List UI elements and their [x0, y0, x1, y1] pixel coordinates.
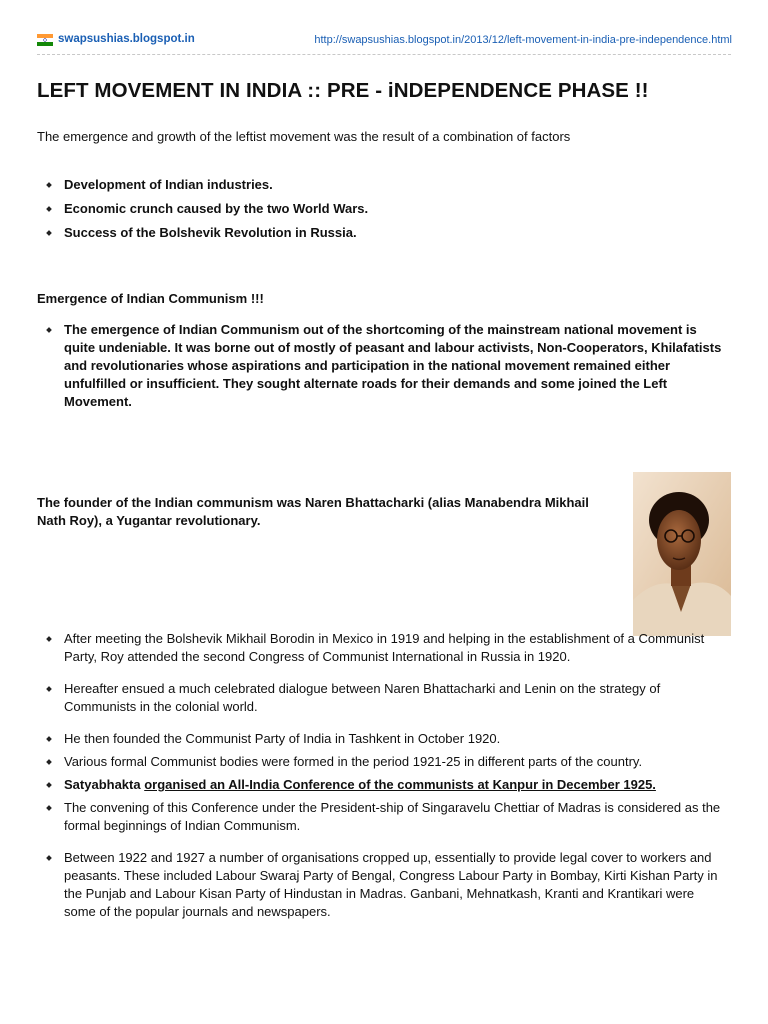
- list-item: [37, 776, 727, 794]
- header-divider: [37, 54, 731, 55]
- list-item: Between 1922 and 1927 a number of organisations cropped up, essentially to provide legal cover to workers and peasants. These included Labour Swaraj Party of Bengal, Congress Labour Party in Bombay, Kirti Kishan Party in the Punjab and Labour Kisan Party of Hindustan in Madras. Ganbani, Mehnatkash, Kranti and Krantikari were some of the popular journals and newspapers.: [37, 849, 727, 921]
- list-item: Economic crunch caused by the two World Wars.: [37, 200, 727, 218]
- person-name: Satyabhakta: [64, 777, 141, 792]
- post-title: LEFT MOVEMENT IN INDIA :: PRE - iNDEPENDENCE PHASE !!: [37, 79, 649, 102]
- list-item: Hereafter ensued a much celebrated dialogue between Naren Bhattacharki and Lenin on the strategy of Communists in the colonial world.: [37, 680, 727, 716]
- founder-paragraph: The founder of the Indian communism was Naren Bhattacharki (alias Manabendra Mikhail Nath Roy), a Yugantar revolutionary.: [37, 495, 589, 528]
- events-list: [37, 630, 727, 926]
- list-item: The convening of this Conference under the President-ship of Singaravelu Chettiar of Madras is considered as the formal beginnings of Indian Communism.: [37, 799, 727, 835]
- portrait-image: [633, 472, 731, 636]
- list-item: Success of the Bolshevik Revolution in Russia.: [37, 224, 727, 242]
- factors-list: [37, 176, 727, 248]
- intro-paragraph: The emergence and growth of the leftist movement was the result of a combination of factors: [37, 129, 571, 144]
- section-heading: Emergence of Indian Communism !!!: [37, 291, 264, 306]
- list-item: The emergence of Indian Communism out of the shortcoming of the mainstream national movement is quite undeniable. It was borne out of mostly of peasant and labour activists, Non-Cooperators, Khilafatists and revolutionaries whose aspirations and participation in the national movement remained either unfulfilled or insufficient. They sought alternate roads for their demands and some joined the Left Movement.: [37, 321, 727, 411]
- site-name-link[interactable]: swapsushias.blogspot.in: [58, 33, 195, 45]
- list-item: He then founded the Communist Party of India in Tashkent in October 1920.: [37, 730, 727, 748]
- page-url-link[interactable]: http://swapsushias.blogspot.in/2013/12/left-movement-in-india-pre-independence.html: [314, 34, 732, 46]
- list-item: Various formal Communist bodies were formed in the period 1921-25 in different parts of the country.: [37, 753, 727, 771]
- emergence-list: [37, 321, 727, 411]
- list-item: Development of Indian industries.: [37, 176, 727, 194]
- list-item: After meeting the Bolshevik Mikhail Borodin in Mexico in 1919 and helping in the establishment of a Communist Party, Roy attended the second Congress of Communist International in Russia in 1920.: [37, 630, 727, 666]
- kanpur-conference-link[interactable]: organised an All-India Conference of the communists at Kanpur in December 1925.: [144, 777, 656, 792]
- india-flag-icon: [37, 34, 53, 46]
